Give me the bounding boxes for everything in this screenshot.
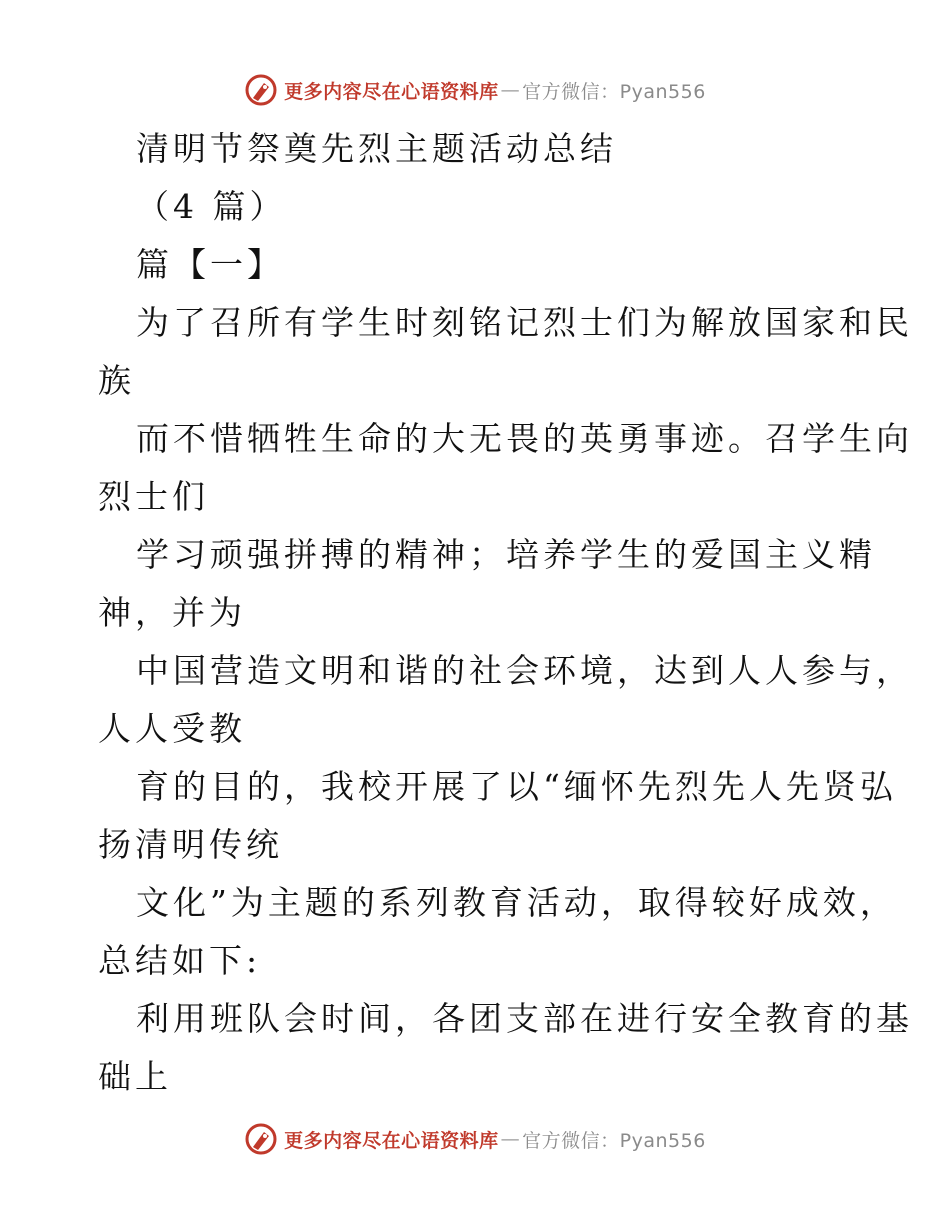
text-line: 中国营造文明和谐的社会环境，达到人人参与，: [136, 651, 913, 690]
document-body: [98, 120, 913, 1106]
text-line: 族: [98, 361, 135, 400]
text-line: 础上: [98, 1057, 172, 1096]
text-line: 扬清明传统: [98, 825, 283, 864]
text-line: 烈士们: [98, 477, 209, 516]
text-line: 为了召所有学生时刻铭记烈士们为解放国家和民: [136, 303, 913, 342]
footer-watermark: [0, 1119, 950, 1159]
text-line: 而不惜牺牲生命的大无畏的英勇事迹。召学生向: [136, 419, 913, 458]
text-line: 人人受教: [98, 709, 246, 748]
text-line: 学习顽强拼搏的精神；培养学生的爱国主义精: [136, 535, 876, 574]
header-watermark: [0, 70, 950, 110]
text-line: 神，并为: [98, 593, 246, 632]
section-heading: 篇【一】: [136, 245, 284, 284]
watermark-dash: —: [500, 1128, 521, 1150]
watermark-wechat-text: 官方微信：Pyan556: [522, 80, 706, 103]
watermark-dash: —: [500, 79, 521, 101]
text-line: 育的目的，我校开展了以“缅怀先烈先人先贤弘: [136, 767, 897, 806]
document-title: 清明节祭奠先烈主题活动总结: [136, 129, 617, 168]
watermark-wechat-text: 官方微信：Pyan556: [522, 1129, 706, 1152]
text-line: 利用班队会时间，各团支部在进行安全教育的基: [136, 999, 913, 1038]
paragraph-lines: [98, 294, 913, 1106]
document-count: （4 篇）: [136, 187, 287, 226]
watermark-site-text: 更多内容尽在心语资料库: [284, 1129, 499, 1152]
text-line: 总结如下:: [98, 941, 262, 980]
pen-nib-logo-icon: [244, 1122, 278, 1156]
watermark-site-text: 更多内容尽在心语资料库: [284, 80, 499, 103]
text-line: 文化”为主题的系列教育活动，取得较好成效，: [136, 883, 897, 922]
pen-nib-logo-icon: [244, 73, 278, 107]
